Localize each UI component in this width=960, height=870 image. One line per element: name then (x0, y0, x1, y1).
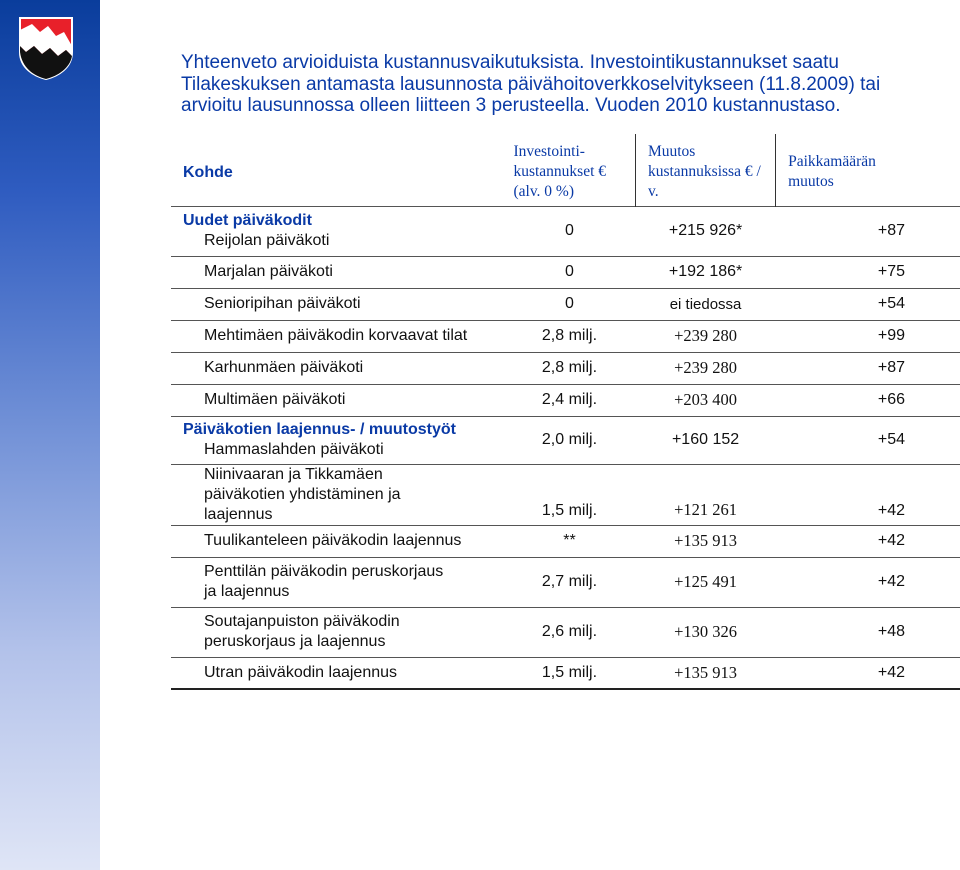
row-name: Utran päiväkodin laajennus (204, 663, 398, 681)
row-cost-change: +121 261 (674, 499, 738, 519)
row-cost-change: +203 400 (674, 390, 738, 409)
header-cost-change-line: Muutos (647, 143, 696, 161)
row-name-text: Hammaslahden päiväkoti (204, 441, 384, 458)
table-row (171, 206, 960, 256)
row-name: Penttilän päiväkodin peruskorjaus ja laajennus (204, 563, 444, 600)
row-cost-change: +192 186* (668, 263, 743, 280)
side-gradient-band (0, 0, 100, 870)
header-investment (503, 134, 635, 206)
row-cost-change: ei tiedossa (669, 295, 742, 313)
table-row (171, 320, 960, 352)
row-investment: 2,4 milj. (541, 391, 598, 408)
table-row (171, 256, 960, 288)
header-cost-change (635, 134, 775, 206)
row-name: Niinivaaran ja Tikkamäen päiväkotien yhdistäminen ja laajennus (204, 465, 401, 523)
row-name: Mehtimäen päiväkodin korvaavat tilat (204, 327, 468, 344)
header-investment-line: (alv. 0 %) (513, 183, 575, 201)
row-investment: 2,7 milj. (541, 573, 598, 590)
row-investment: 1,5 milj. (541, 501, 598, 519)
row-places-change: +54 (877, 431, 905, 448)
table-row (171, 288, 960, 320)
row-name (171, 416, 503, 464)
row-name: Karhunmäen päiväkoti (204, 359, 364, 376)
row-places-change: +66 (877, 391, 905, 408)
row-places-change: +99 (877, 327, 905, 344)
row-cost-change: +125 491 (674, 572, 738, 591)
table-row (171, 607, 960, 657)
header-kohde: Kohde (183, 163, 233, 181)
table-row (171, 416, 960, 464)
row-name-text: Reijolan päiväkoti (204, 232, 330, 249)
row-places-change: +42 (877, 663, 905, 681)
row-cost-change: +215 926* (668, 222, 743, 239)
row-cost-change: +239 280 (674, 358, 738, 377)
header-places-line: Paikkamäärän (788, 153, 876, 171)
row-name: Senioripihan päiväkoti (204, 295, 361, 312)
row-cost-change: +130 326 (674, 622, 738, 641)
table-row (171, 557, 960, 607)
row-cost-change: +160 152 (671, 431, 740, 448)
table-row (171, 464, 960, 525)
row-investment: 2,8 milj. (541, 327, 598, 344)
row-name: Multimäen päiväkoti (204, 391, 346, 408)
row-cost-change: +239 280 (674, 326, 738, 345)
section-heading-extensions: Päiväkotien laajennus- / muutostyöt (183, 421, 456, 438)
row-places-change: +42 (877, 573, 905, 590)
table-row (171, 525, 960, 557)
header-places-change (776, 134, 960, 206)
row-places-change: +42 (877, 501, 905, 519)
row-cost-change: +135 913 (674, 662, 738, 682)
header-cost-change-line: v. (647, 183, 659, 201)
cost-table (171, 134, 960, 690)
row-investment: 0 (565, 263, 574, 280)
row-investment: 2,8 milj. (541, 359, 598, 376)
row-name (171, 206, 503, 256)
row-investment: 2,6 milj. (541, 623, 598, 640)
row-places-change: +42 (877, 532, 905, 549)
header-cost-change-line: kustannuksissa € / (647, 163, 761, 181)
section-heading-new: Uudet päiväkodit (183, 212, 312, 229)
row-investment: 0 (565, 222, 574, 239)
header-investment-line: kustannukset € (513, 163, 607, 181)
row-cost-change: +135 913 (674, 531, 738, 550)
row-investment: ** (563, 532, 576, 549)
row-places-change: +75 (877, 263, 905, 280)
row-investment: 1,5 milj. (541, 663, 598, 681)
row-places-change: +87 (877, 359, 905, 376)
row-places-change: +54 (877, 295, 905, 312)
table-row (171, 352, 960, 384)
table-header-row (171, 134, 960, 206)
header-investment-line: Investointi- (513, 143, 585, 161)
row-name: Tuulikanteleen päiväkodin laajennus (204, 532, 462, 549)
row-investment: 0 (565, 295, 574, 312)
row-investment: 2,0 milj. (541, 431, 598, 448)
header-places-line: muutos (788, 173, 834, 191)
page-title: Yhteenveto arvioiduista kustannusvaikutuksista. Investointikustannukset saatu Tilakeskuksen antamasta lausunnosta päivähoitoverkkoselvitykseen (11.8.2009) tai arvioitu lausunnossa olleen liitteen 3 perusteella. Vuoden 2010 kustannustaso. (181, 52, 881, 116)
table-row (171, 657, 960, 689)
row-name: Soutajanpuiston päiväkodin peruskorjaus ja laajennus (204, 613, 400, 650)
coat-of-arms-icon (18, 16, 74, 80)
row-name: Marjalan päiväkoti (204, 263, 333, 280)
row-places-change: +87 (877, 222, 905, 239)
table-row (171, 384, 960, 416)
row-places-change: +48 (877, 623, 905, 640)
